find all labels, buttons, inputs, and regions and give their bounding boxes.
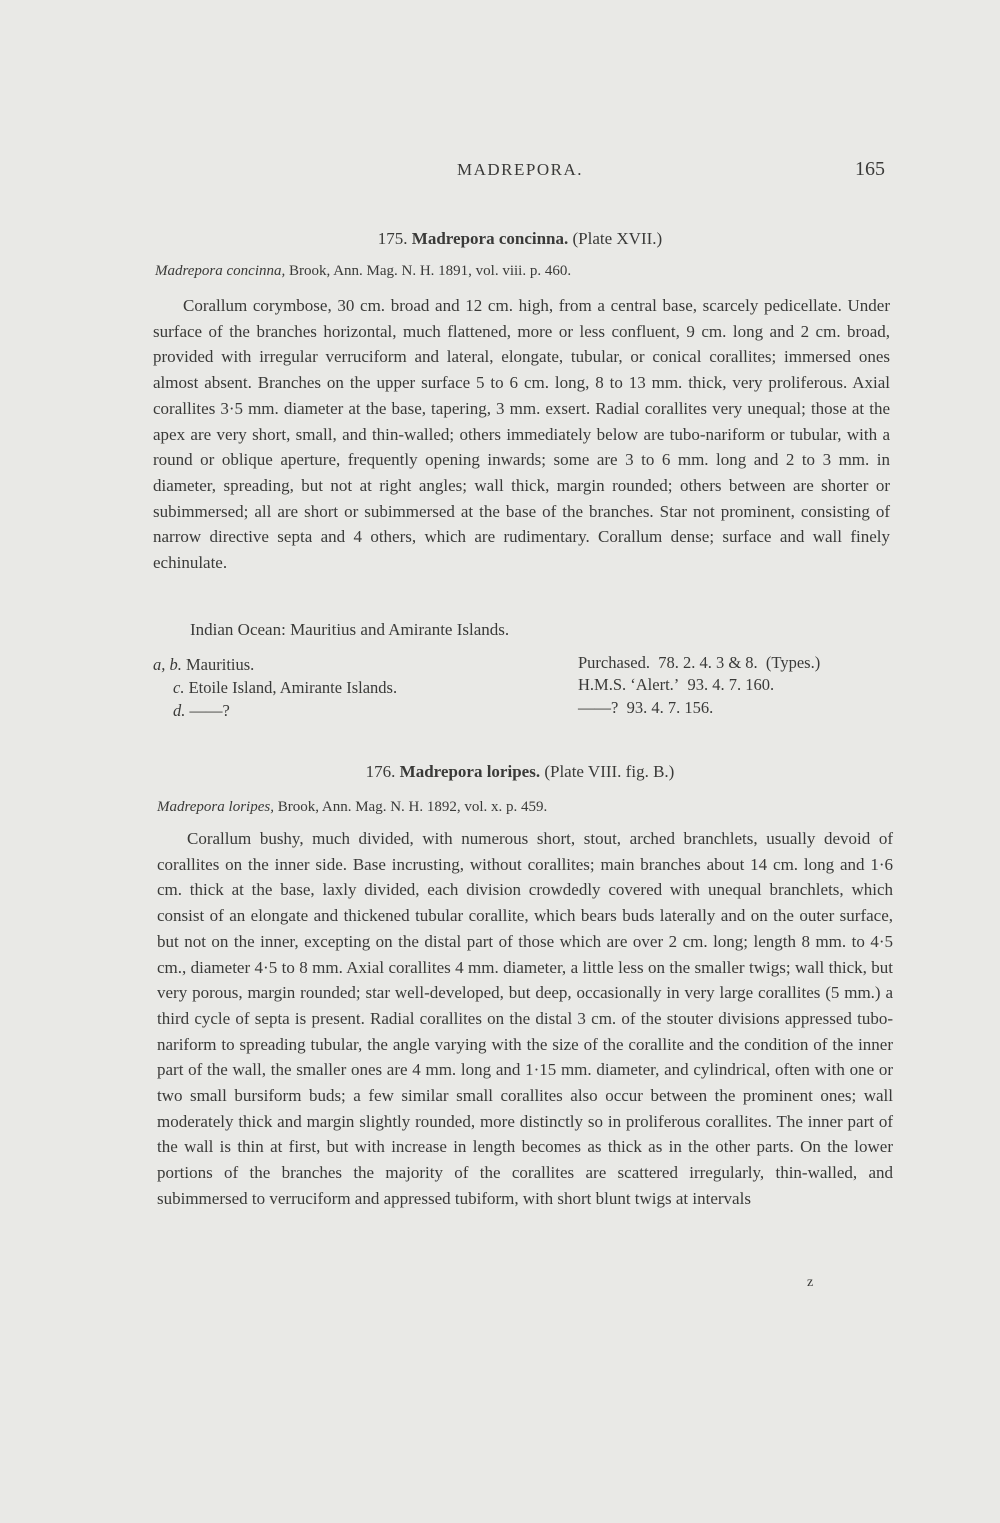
plate-reference: (Plate XVII.) bbox=[572, 229, 663, 248]
specimen-label: a, b. bbox=[153, 655, 182, 674]
specimen-source-row bbox=[578, 674, 774, 695]
specimen-source: ——? bbox=[578, 698, 619, 717]
specimen-place: ——? bbox=[189, 701, 230, 720]
species-175-citation bbox=[155, 263, 571, 280]
specimen-place: Mauritius. bbox=[186, 655, 255, 674]
signature-mark: z bbox=[807, 1275, 814, 1290]
plate-reference: (Plate VIII. fig. B.) bbox=[544, 762, 675, 781]
specimen-note: (Types.) bbox=[765, 653, 821, 672]
description-text: Corallum corymbose, 30 cm. broad and 12 cm. high, from a central base, scarcely pedicellate. Under surface of the branches horizontal, much flattened, more or less confluent, 9 cm. long and 2 cm. broad, provided with irregular verruciform and lateral, elongate, tubular, or conical corallites; immersed ones almost absent. Branches on the upper surface 5 to 6 cm. long, 8 to 13 mm. thick, very proliferous. Axial corallites 3·5 mm. diameter at the base, tapering, 3 mm. exsert. Radial corallites very unequal; those at the apex are very short, small, and thin-walled; others immediately below are tubo-nariform or tubular, with a round or oblique aperture, frequently opening inwards; some are 3 to 6 mm. long and 2 to 3 mm. in diameter, spreading, but not at right angles; wall thick, margin rounded; others between are shorter or subimmersed; all are short or subimmersed at the base of the branches. Star not prominent, consisting of narrow directive septa and 4 others, which are rudimentary. Corallum dense; surface and wall finely echinulate. bbox=[153, 296, 890, 573]
species-176-description bbox=[157, 826, 893, 1212]
specimen-row bbox=[173, 677, 397, 698]
specimen-row bbox=[173, 700, 230, 721]
species-176-heading bbox=[0, 762, 1000, 782]
running-title: MADREPORA. bbox=[457, 160, 583, 179]
page-number: 165 bbox=[855, 158, 885, 180]
specimen-source: H.M.S. ‘Alert.’ bbox=[578, 675, 680, 694]
description-text: Corallum bushy, much divided, with numerous short, stout, arched branchlets, usually devoid of corallites on the inner side. Base incrusting, without corallites; main branches about 14 cm. long and 1·6 cm. thick at the base, laxly divided, each division crowdedly covered with unequal branchlets, which consist of an elongate and thickened tubular corallite, which bears buds laterally and on the outer surface, but not on the inner, excepting on the distal part of those which are over 2 cm. long; length 8 mm. to 4·5 cm., diameter 4·5 to 8 mm. Axial corallites 4 mm. diameter, a little less on the smaller twigs; wall thick, but very porous, margin rounded; star well-developed, but deep, occasionally in very large corallites (5 mm.) a third cycle of septa is present. Radial corallites on the distal 3 cm. of the stouter divisions appressed tubo-nariform to spreading tubular, the angle varying with the size of the corallite and the condition of the inner part of the wall, the smaller ones are 4 mm. long and 1·15 mm. diameter, and cylindrical, often with one or two small bursiform buds; a few similar small corallites also occur between the prominent ones; wall moderately thick and margin slightly rounded, more distinctly so in proliferous corallites. The inner part of the wall is thin at first, but with increase in length becomes as thick as in the other parts. On the lower portions of the branches the majority of the corallites are scattered irregularly, thin-walled, and subimmersed to verruciform and appressed tubiform, with short blunt twigs at intervals bbox=[157, 829, 893, 1208]
specimen-source: Purchased. bbox=[578, 653, 650, 672]
specimen-place: Etoile Island, Amirante Islands. bbox=[188, 678, 398, 697]
species-name: Madrepora concinna. bbox=[411, 229, 569, 248]
species-name: Madrepora loripes. bbox=[399, 762, 541, 781]
citation-taxon: Madrepora loripes, bbox=[157, 799, 274, 815]
species-number: 176. bbox=[365, 762, 396, 781]
specimen-register: 93. 4. 7. 156. bbox=[626, 698, 714, 717]
citation-source: Brook, Ann. Mag. N. H. 1892, vol. x. p. 459. bbox=[273, 799, 548, 815]
species-176-citation bbox=[157, 799, 547, 816]
specimen-label: c. bbox=[173, 678, 185, 697]
specimen-register: 93. 4. 7. 160. bbox=[687, 675, 775, 694]
citation-source: Brook, Ann. Mag. N. H. 1891, vol. viii. p. 460. bbox=[285, 263, 572, 279]
species-175-heading bbox=[0, 229, 1000, 249]
species-number: 175. bbox=[377, 229, 408, 248]
specimen-register: 78. 2. 4. 3 & 8. bbox=[658, 653, 758, 672]
specimen-row bbox=[153, 654, 254, 675]
citation-taxon: Madrepora concinna, bbox=[155, 263, 286, 279]
species-175-description bbox=[153, 293, 890, 576]
specimen-label: d. bbox=[173, 701, 186, 720]
specimen-source-row bbox=[578, 652, 820, 673]
species-175-locality: Indian Ocean: Mauritius and Amirante Islands. bbox=[190, 620, 510, 639]
specimen-source-row bbox=[578, 697, 713, 718]
